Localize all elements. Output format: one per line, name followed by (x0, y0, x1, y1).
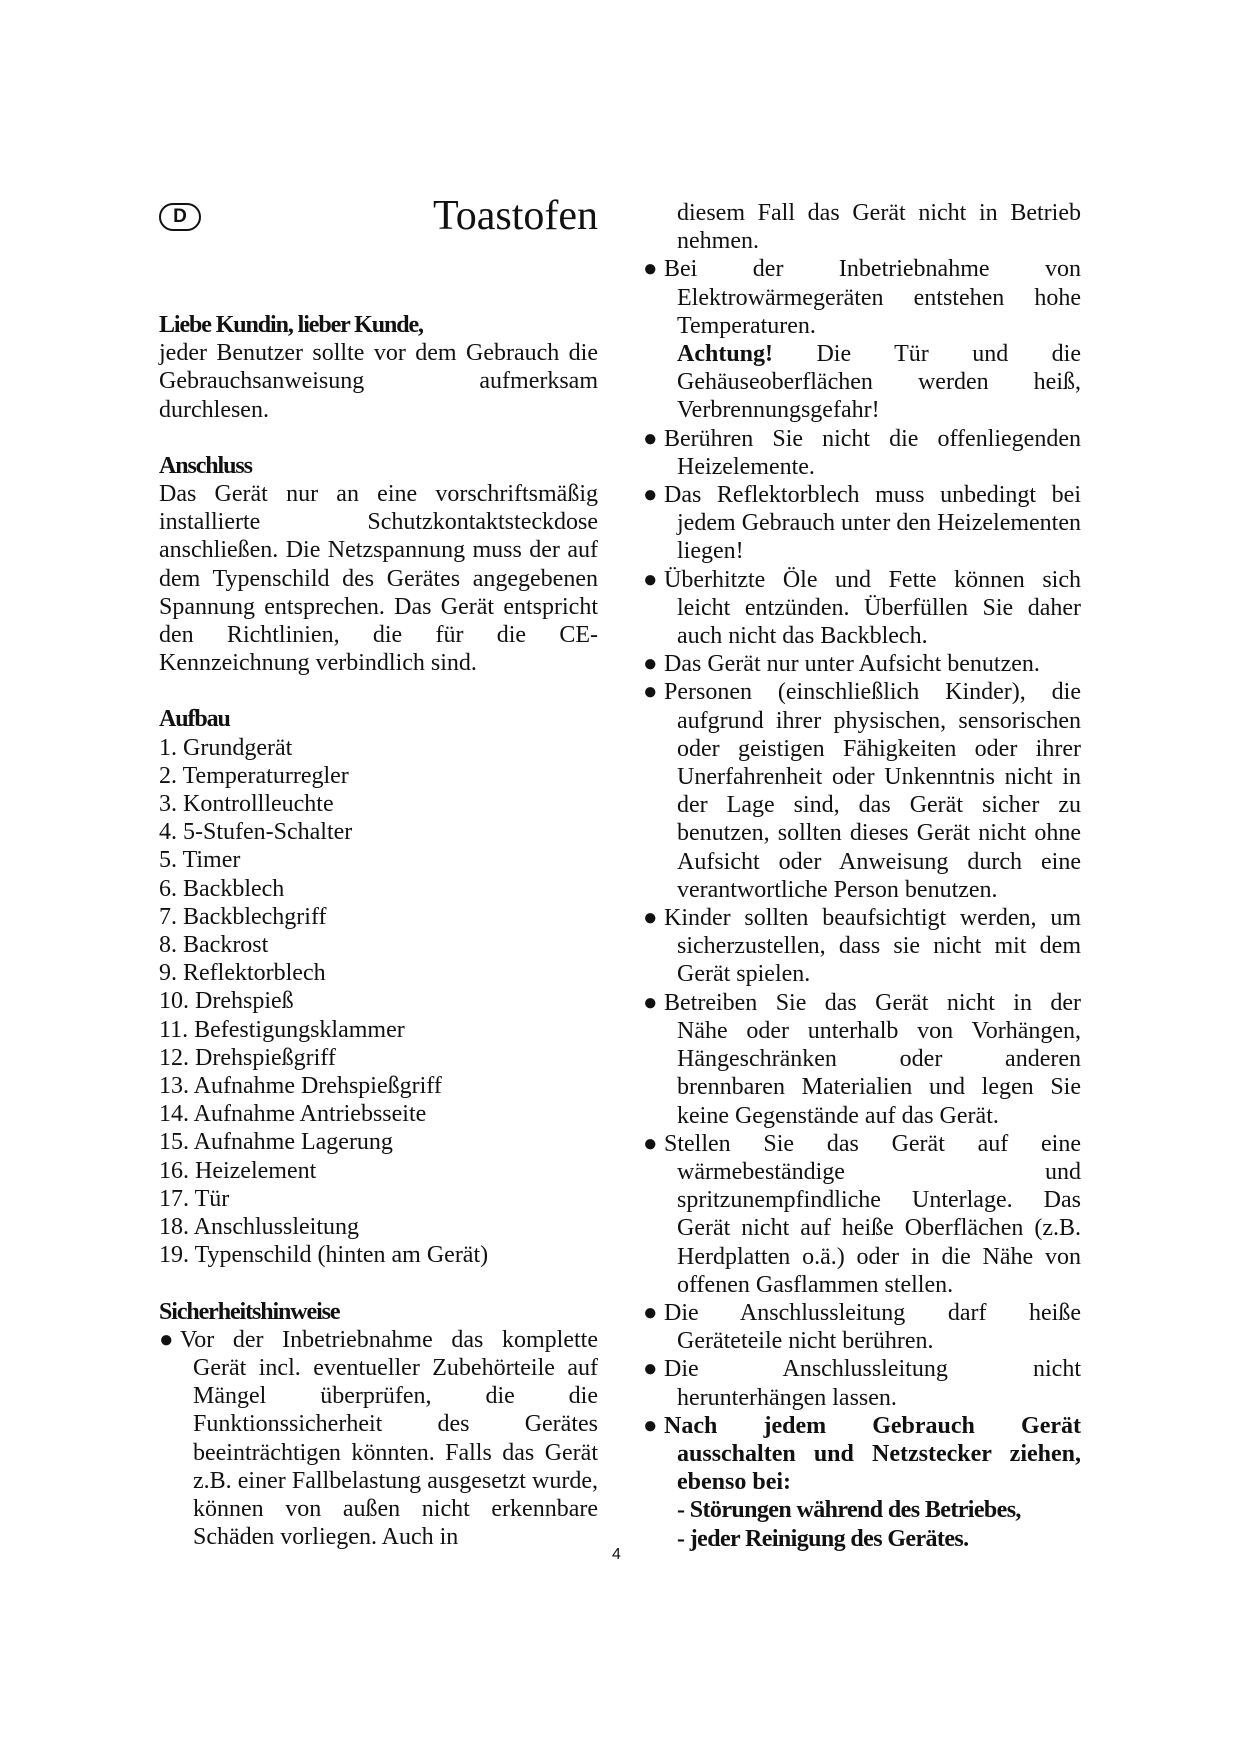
page-title: Toastofen (432, 193, 598, 239)
safety-item-lead: Überhitzte Öle und Fette können sich (664, 566, 1081, 593)
list-item: 12. Drehspießgriff (159, 1044, 336, 1071)
bullet-icon: ● (643, 425, 658, 452)
safety-item-lead: Vor der Inbetriebnahme das komplette (180, 1326, 598, 1353)
list-item: 16. Heizelement (159, 1157, 317, 1184)
safety-item (643, 989, 1081, 1130)
bullet-icon: ● (643, 679, 658, 706)
safety-item-text: leicht entzünden. Überfüllen Sie daher auch nicht das Backblech. (677, 594, 1081, 650)
safety-item (643, 566, 1081, 651)
safety-item-text: Elektrowärmegeräten entstehen hohe Temperaturen. (677, 284, 1081, 339)
safety-item-final (643, 1412, 1081, 1497)
safety-item-lead: Berühren Sie nicht die offenliegenden (664, 425, 1081, 452)
list-item: 1. Grundgerät (159, 734, 293, 761)
list-item: 8. Backrost (159, 932, 269, 959)
safety-item-lead: Bei der Inbetriebnahme von (664, 256, 1081, 283)
list-item: 11. Befestigungsklammer (159, 1016, 405, 1043)
language-badge: D (159, 203, 201, 231)
list-item: 15. Aufnahme Lagerung (159, 1129, 393, 1156)
safety-item-text: herunterhängen lassen. (677, 1384, 897, 1411)
safety-item-lead: Personen (einschließlich Kinder), die (664, 679, 1081, 706)
list-item: 14. Aufnahme Antriebsseite (159, 1101, 427, 1128)
safety-item (643, 1355, 1081, 1411)
safety-item-text: jedem Gebrauch unter den Heizelementen liegen! (677, 510, 1081, 565)
bullet-icon: ● (643, 905, 658, 932)
list-item: 13. Aufnahme Drehspießgriff (159, 1073, 442, 1100)
safety-item (643, 678, 1081, 904)
list-item: 5. Timer (159, 847, 241, 874)
safety-item-text: wärmebeständige und spritzunempfindliche Unterlage. Das Gerät nicht auf heiße Oberflächen (z.B. Herdplatten o.ä.) oder in die Nähe von offenen Gasflammen stellen. (677, 1158, 1081, 1298)
safety-item-text: Heizelemente. (677, 453, 815, 480)
bullet-icon: ● (643, 651, 658, 678)
bullet-icon: ● (643, 989, 658, 1016)
safety-item (643, 904, 1081, 989)
safety-item-lead: Die Anschlussleitung nicht (664, 1356, 1081, 1383)
safety-item (643, 650, 1081, 678)
safety-item (643, 1299, 1081, 1355)
safety-item-lead: Das Gerät nur unter Aufsicht benutzen. (664, 651, 1040, 678)
warning-text: Die Tür und die Gehäuseoberflächen werden heiß, Verbrennungsgefahr! (677, 341, 1081, 424)
bullet-icon: ● (643, 256, 658, 283)
safety-item-lead: Nach jedem Gebrauch Gerät (664, 1412, 1081, 1439)
bullet-icon: ● (159, 1326, 174, 1353)
safety-item-lead: Die Anschlussleitung darf heiße (664, 1299, 1081, 1326)
list-item: 4. 5-Stufen-Schalter (159, 819, 353, 846)
safety-continuation: diesem Fall das Gerät nicht in Betrieb nehmen. (677, 200, 1081, 255)
safety-item-text: Gerät incl. eventueller Zubehörteile auf Mängel überprüfen, die die Funktionssicherheit des Gerätes beeinträchtigen könnten. Falls das Gerät z.B. einer Fallbelastung ausgesetzt wurde, können von außen nicht erkennbare Schäden vorliegen. Auch in (193, 1354, 598, 1551)
dash-item: - jeder Reinigung des Gerätes. (677, 1525, 969, 1552)
page-number: 4 (612, 1546, 621, 1563)
list-item: 2. Temperaturregler (159, 762, 349, 789)
parts-list (159, 734, 598, 1270)
safety-item-text: ausschalten und Netzstecker ziehen, ebenso bei: (677, 1440, 1081, 1496)
bullet-icon: ● (643, 482, 658, 509)
safety-item-text: sicherzustellen, dass sie nicht mit dem Gerät spielen. (677, 933, 1081, 988)
safety-item-lead: Das Reflektorblech muss unbedingt bei (664, 482, 1081, 509)
dash-item: - Störungen während des Betriebes, (677, 1497, 1021, 1524)
bullet-icon: ● (643, 1412, 658, 1439)
safety-item (643, 1130, 1081, 1299)
safety-item-lead: Betreiben Sie das Gerät nicht in der (664, 989, 1081, 1016)
list-item: 6. Backblech (159, 875, 285, 902)
bullet-icon: ● (643, 1130, 658, 1157)
intro-text: jeder Benutzer sollte vor dem Gebrauch die Gebrauchsanweisung aufmerksam durchlesen. (159, 340, 598, 423)
list-item: 7. Backblechgriff (159, 903, 327, 930)
list-item: 19. Typenschild (hinten am Gerät) (159, 1242, 489, 1269)
right-column (643, 199, 1081, 1553)
safety-item-lead: Kinder sollten beaufsichtigt werden, um (664, 905, 1081, 932)
warning-paragraph (677, 340, 1081, 425)
warning-label: Achtung! (677, 341, 774, 368)
left-column (159, 311, 598, 1551)
safety-item (643, 481, 1081, 566)
safety-item (643, 255, 1081, 424)
list-item: 3. Kontrollleuchte (159, 791, 334, 818)
bullet-icon: ● (643, 566, 658, 593)
safety-item (159, 1326, 598, 1552)
safety-heading: Sicherheitshinweise (159, 1298, 340, 1325)
list-item: 17. Tür (159, 1185, 230, 1212)
connection-heading: Anschluss (159, 452, 252, 479)
safety-item-text: Geräteteile nicht berühren. (677, 1328, 934, 1355)
bullet-icon: ● (643, 1356, 658, 1383)
safety-item-text: Nähe oder unterhalb von Vorhängen, Hängeschränken oder anderen brennbaren Materialien und legen Sie keine Gegenstände auf das Gerät. (677, 1017, 1081, 1129)
bullet-icon: ● (643, 1299, 658, 1326)
safety-item (643, 425, 1081, 481)
safety-item-text: aufgrund ihrer physischen, sensorischen oder geistigen Fähigkeiten oder ihrer Unerfahrenheit oder Unkenntnis nicht in der Lage sind, das Gerät sicher zu benutzen, sollten dieses Gerät nicht ohne Aufsicht oder Anweisung durch eine verantwortliche Person benutzen. (677, 707, 1081, 903)
safety-item-lead: Stellen Sie das Gerät auf eine (664, 1130, 1081, 1157)
list-item: 18. Anschlussleitung (159, 1214, 360, 1241)
connection-text: Das Gerät nur an eine vorschriftsmäßig installierte Schutzkontaktsteckdose anschließen. Die Netzspannung muss der auf dem Typenschild des Gerätes angegebenen Spannung entsprechen. Das Gerät entspricht den Richtlinien, die für die CE-Kennzeichnung verbindlich sind. (159, 481, 598, 677)
list-item: 9. Reflektorblech (159, 960, 326, 987)
parts-heading: Aufbau (159, 706, 230, 733)
greeting: Liebe Kundin, lieber Kunde, (159, 312, 423, 338)
list-item: 10. Drehspieß (159, 988, 294, 1015)
